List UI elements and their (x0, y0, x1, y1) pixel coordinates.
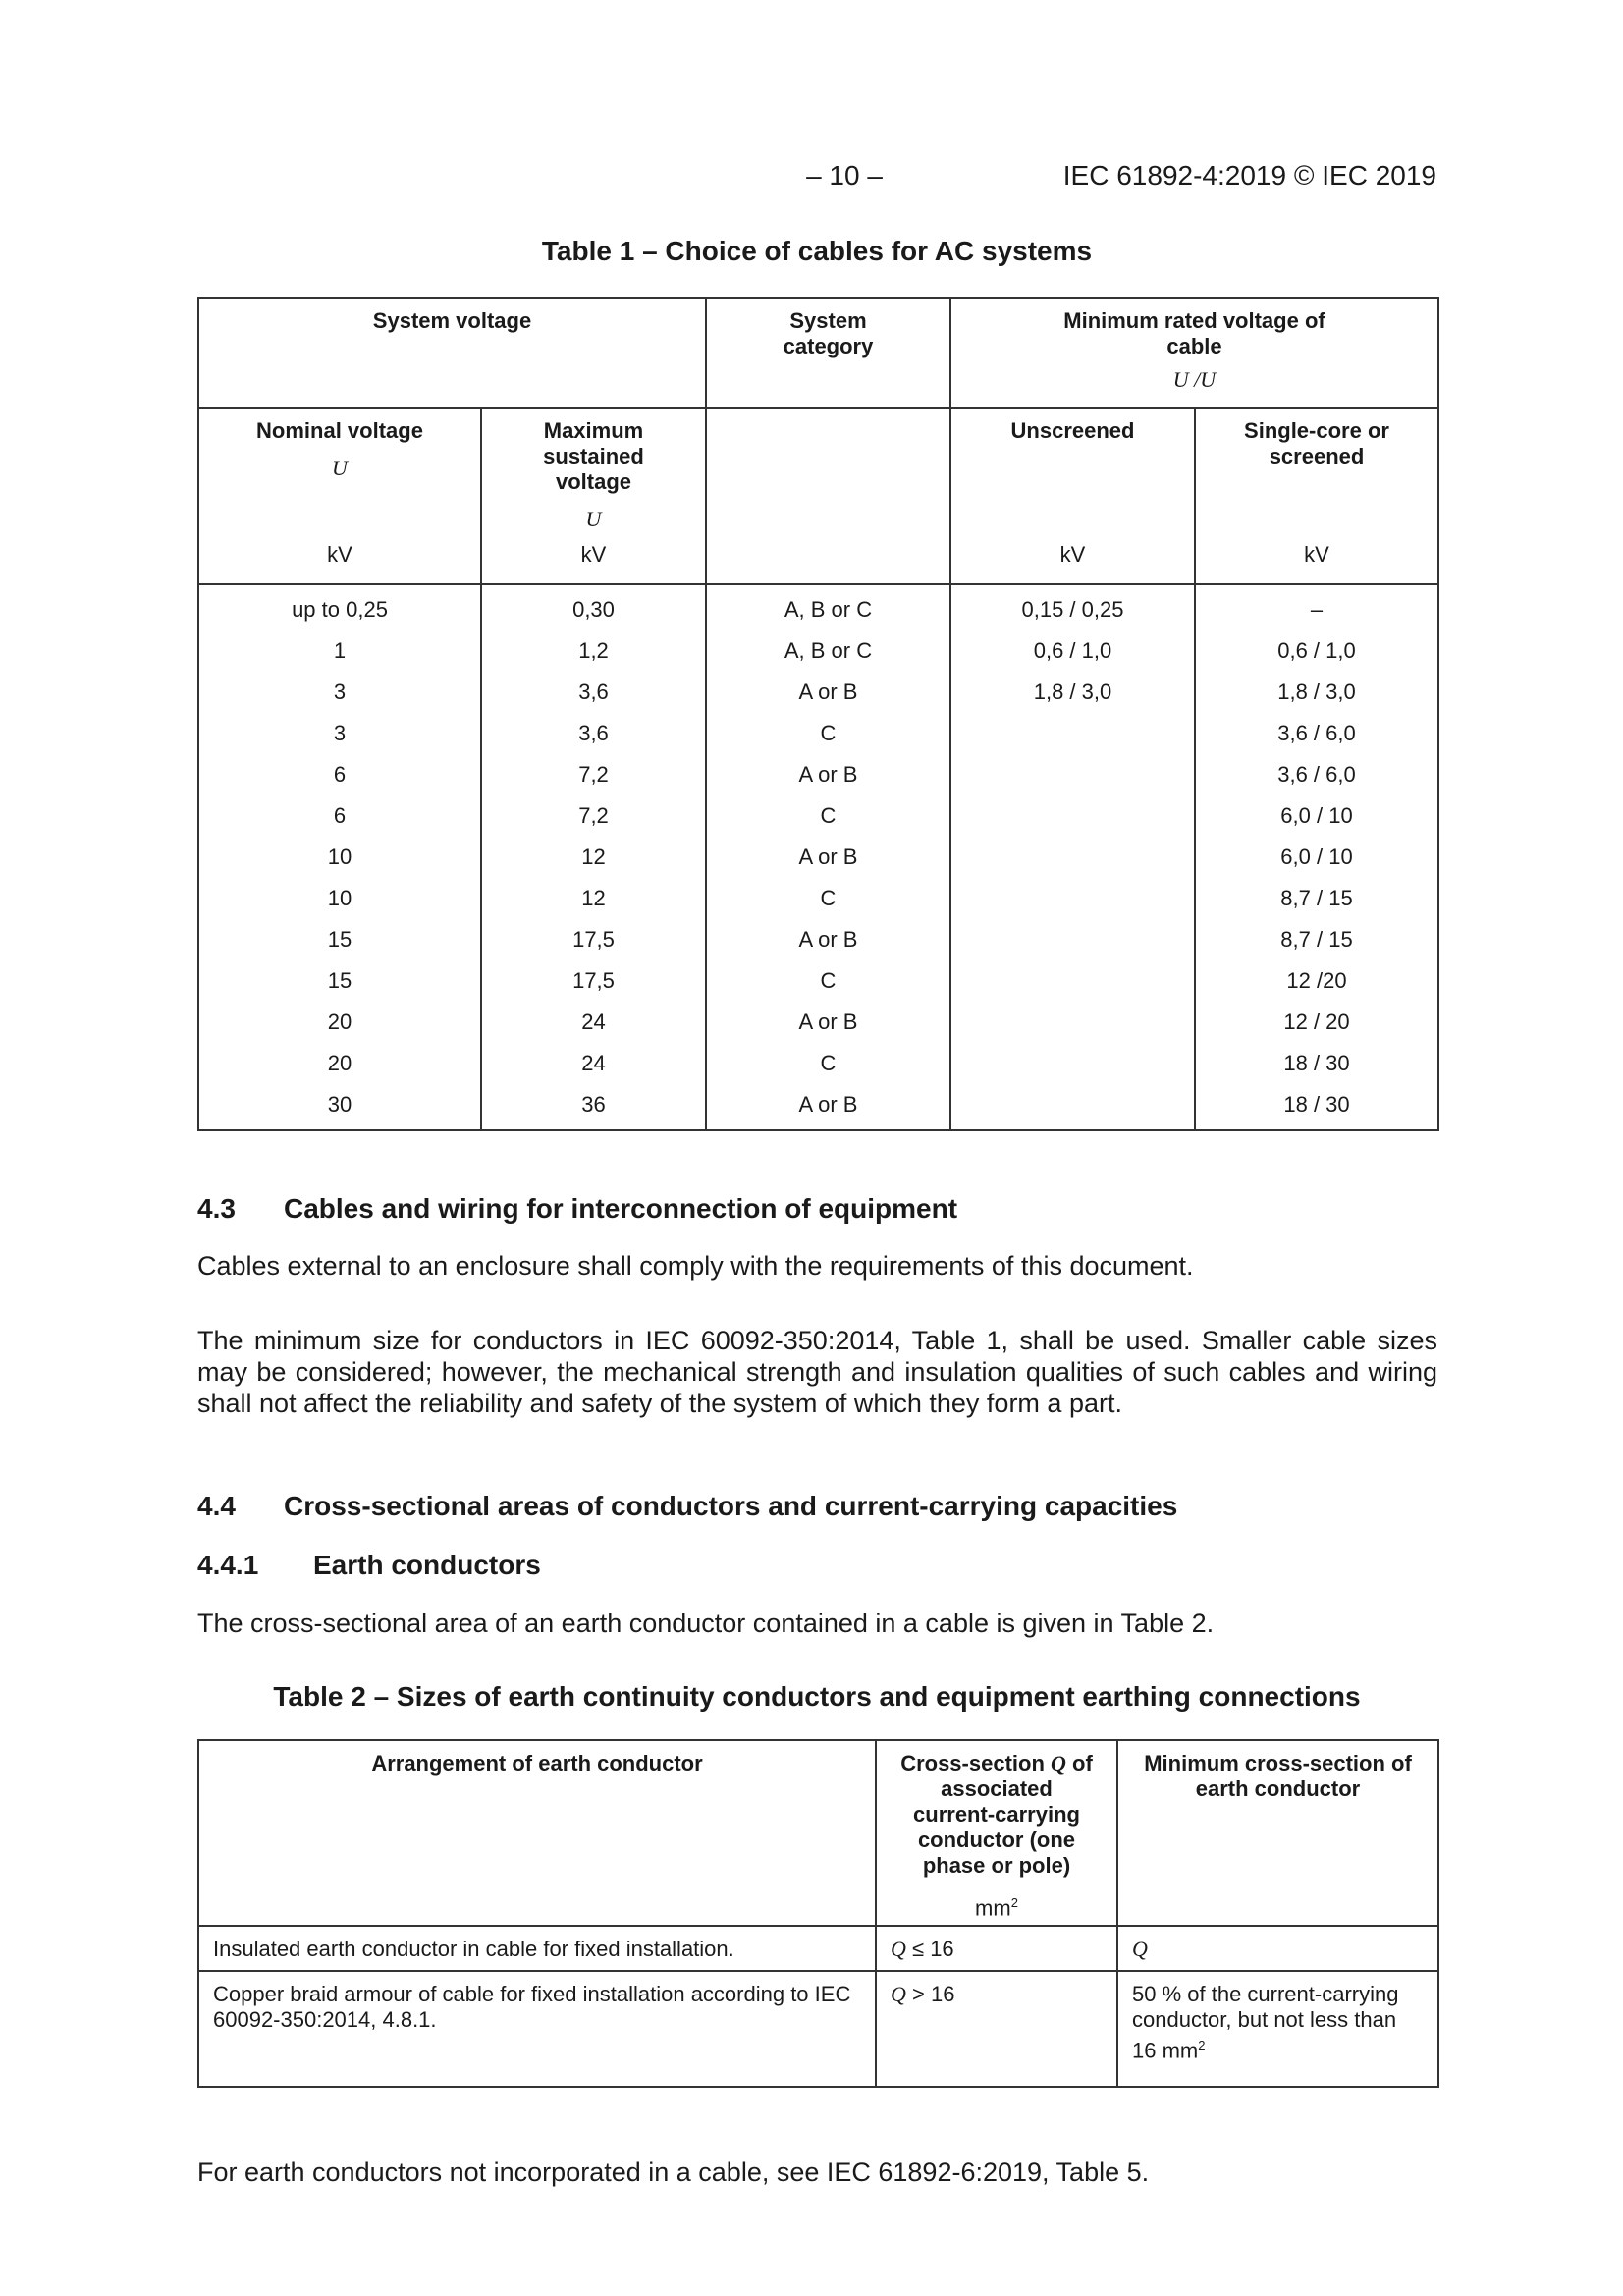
table1-cell: 3,6 / 6,0 (1277, 721, 1356, 745)
table1-caption: Table 1 – Choice of cables for AC systems (541, 236, 1093, 266)
table1-cell: A or B (798, 845, 858, 869)
table1-cell: 30 (327, 1092, 352, 1117)
arrangement-cell: Copper braid armour of cable for fixed installation according to IEC 60092-350:2014, 4.8.1. (198, 1971, 876, 2087)
table1-cell: 3,6 / 6,0 (1277, 762, 1356, 787)
table1-cell: 0,6 / 1,0 (1277, 638, 1356, 663)
table1-cell: 1,8 / 3,0 (1033, 680, 1112, 704)
table1-cell: 18 / 30 (1283, 1051, 1350, 1075)
section-4-4-1-heading: 4.4.1 Earth conductors (197, 1550, 541, 1580)
table1-cell: 1,2 (578, 638, 609, 663)
table1 (197, 297, 1439, 1131)
table1-cell: 3 (333, 721, 347, 745)
table1-cell: 12 (581, 845, 606, 869)
table1-cell: 15 (327, 968, 352, 993)
table1-cell: 12 /20 (1286, 968, 1347, 993)
table1-cell: 24 (581, 1051, 606, 1075)
table1-cell: C (820, 1051, 837, 1075)
section-4-3-para2: The minimum size for conductors in IEC 60092-350:2014, Table 1, shall be used. Smaller cable sizes may be considered; however, the mechanical strength and insulation qualities of such cables and wiring shall not affect the reliability and safety of the system of which they form a part. (197, 1326, 1437, 1418)
table1-cell (951, 878, 1194, 919)
table1-cell: 12 / 20 (1283, 1010, 1350, 1034)
minimum-cell: Q (1117, 1926, 1438, 1971)
col-max-values (481, 584, 706, 1130)
table1-cell (951, 795, 1194, 837)
table1-cell: – (1310, 597, 1324, 622)
col-system-category: System category (706, 298, 950, 408)
table1-cell: 20 (327, 1051, 352, 1075)
arrangement-cell: Insulated earth conductor in cable for fixed installation. (198, 1926, 876, 1971)
table2-row (198, 1971, 1438, 2087)
table2-row (198, 1926, 1438, 1971)
cross-section-cell: Q ≤ 16 (876, 1926, 1117, 1971)
table2-caption: Table 2 – Sizes of earth continuity conductors and equipment earthing connections (273, 1681, 1361, 1712)
table1-cell: 17,5 (572, 927, 615, 952)
table1-cell (951, 754, 1194, 795)
table1-cell: 0,30 (572, 597, 615, 622)
table1-cell: C (820, 968, 837, 993)
table1-cell (951, 960, 1194, 1002)
table1-cell: 7,2 (578, 762, 609, 787)
table1-cell: 8,7 / 15 (1280, 927, 1353, 952)
col-minimum-cross-section: Minimum cross-section of earth conductor (1117, 1740, 1438, 1926)
col-max-sustained-voltage: Maximum sustained voltage U kV (481, 408, 706, 584)
table1-cell: 6,0 / 10 (1280, 845, 1353, 869)
table1-cell: A, B or C (784, 597, 873, 622)
table2 (197, 1739, 1439, 2088)
col-nominal-voltage: Nominal voltage U kV (198, 408, 481, 584)
table1-cell: A, B or C (784, 638, 873, 663)
col-single-core-values (1195, 584, 1438, 1130)
table1-cell: 6 (333, 762, 347, 787)
table1-cell (951, 1043, 1194, 1084)
col-arrangement: Arrangement of earth conductor (198, 1740, 876, 1926)
table1-cell: 3,6 (578, 680, 609, 704)
table1-cell: 3,6 (578, 721, 609, 745)
cross-section-cell: Q > 16 (876, 1971, 1117, 2087)
table1-cell: 3 (333, 680, 347, 704)
section-4-3-heading: 4.3 Cables and wiring for interconnection of equipment (197, 1193, 958, 1224)
section-4-3-para1: Cables external to an enclosure shall comply with the requirements of this document. (197, 1251, 1194, 1281)
col-unscreened-values (950, 584, 1195, 1130)
table1-cell: 0,15 / 0,25 (1021, 597, 1124, 622)
footer-note: For earth conductors not incorporated in a cable, see IEC 61892-6:2019, Table 5. (197, 2158, 1150, 2187)
table1-cell (951, 837, 1194, 878)
table1-cell: 12 (581, 886, 606, 910)
table1-cell: 7,2 (578, 803, 609, 828)
table1-cell: 20 (327, 1010, 352, 1034)
table1-cell (951, 1084, 1194, 1125)
table1-cell (951, 1002, 1194, 1043)
table1-cell: C (820, 721, 837, 745)
table1-cell: 10 (327, 886, 352, 910)
table1-cell: C (820, 886, 837, 910)
table1-cell: A or B (798, 680, 858, 704)
table1-cell: 6,0 / 10 (1280, 803, 1353, 828)
table1-cell: 6 (333, 803, 347, 828)
table1-cell: A or B (798, 1092, 858, 1117)
section-4-4-heading: 4.4 Cross-sectional areas of conductors and current-carrying capacities (197, 1491, 1178, 1521)
col-single-core: Single-core or screened kV (1195, 408, 1438, 584)
table1-cell: A or B (798, 927, 858, 952)
table1-cell (951, 713, 1194, 754)
table1-cell: 1 (333, 638, 347, 663)
col-nominal-values (198, 584, 481, 1130)
table1-cell: up to 0,25 (292, 597, 388, 622)
col-system-voltage: System voltage (198, 298, 706, 408)
col-unscreened: Unscreened kV (950, 408, 1195, 584)
table1-cell: 1,8 / 3,0 (1277, 680, 1356, 704)
table1-cell: C (820, 803, 837, 828)
table1-cell: 17,5 (572, 968, 615, 993)
document-reference: IEC 61892-4:2019 © IEC 2019 (1062, 160, 1436, 191)
table1-cell: 18 / 30 (1283, 1092, 1350, 1117)
minimum-cell: 50 % of the current-carrying conductor, but not less than 16 $mm^2$ (1117, 1971, 1438, 2087)
col-category-values (706, 584, 950, 1130)
table1-cell: 36 (581, 1092, 606, 1117)
table1-cell: 8,7 / 15 (1280, 886, 1353, 910)
table1-cell: 24 (581, 1010, 606, 1034)
page-number: – 10 – (806, 160, 883, 191)
col-category-sub (706, 408, 950, 584)
col-cross-section: Cross-section Q of associated current-carrying conductor (one phase or pole) $mm^2$ (876, 1740, 1117, 1926)
col-min-rated-voltage: Minimum rated voltage of cable U /U (950, 298, 1438, 408)
table1-cell: 15 (327, 927, 352, 952)
table1-cell: A or B (798, 1010, 858, 1034)
section-4-4-1-para: The cross-sectional area of an earth conductor contained in a cable is given in Table 2. (197, 1609, 1215, 1638)
table1-cell: 10 (327, 845, 352, 869)
table1-cell: 0,6 / 1,0 (1033, 638, 1112, 663)
table1-cell: A or B (798, 762, 858, 787)
table1-cell (951, 919, 1194, 960)
